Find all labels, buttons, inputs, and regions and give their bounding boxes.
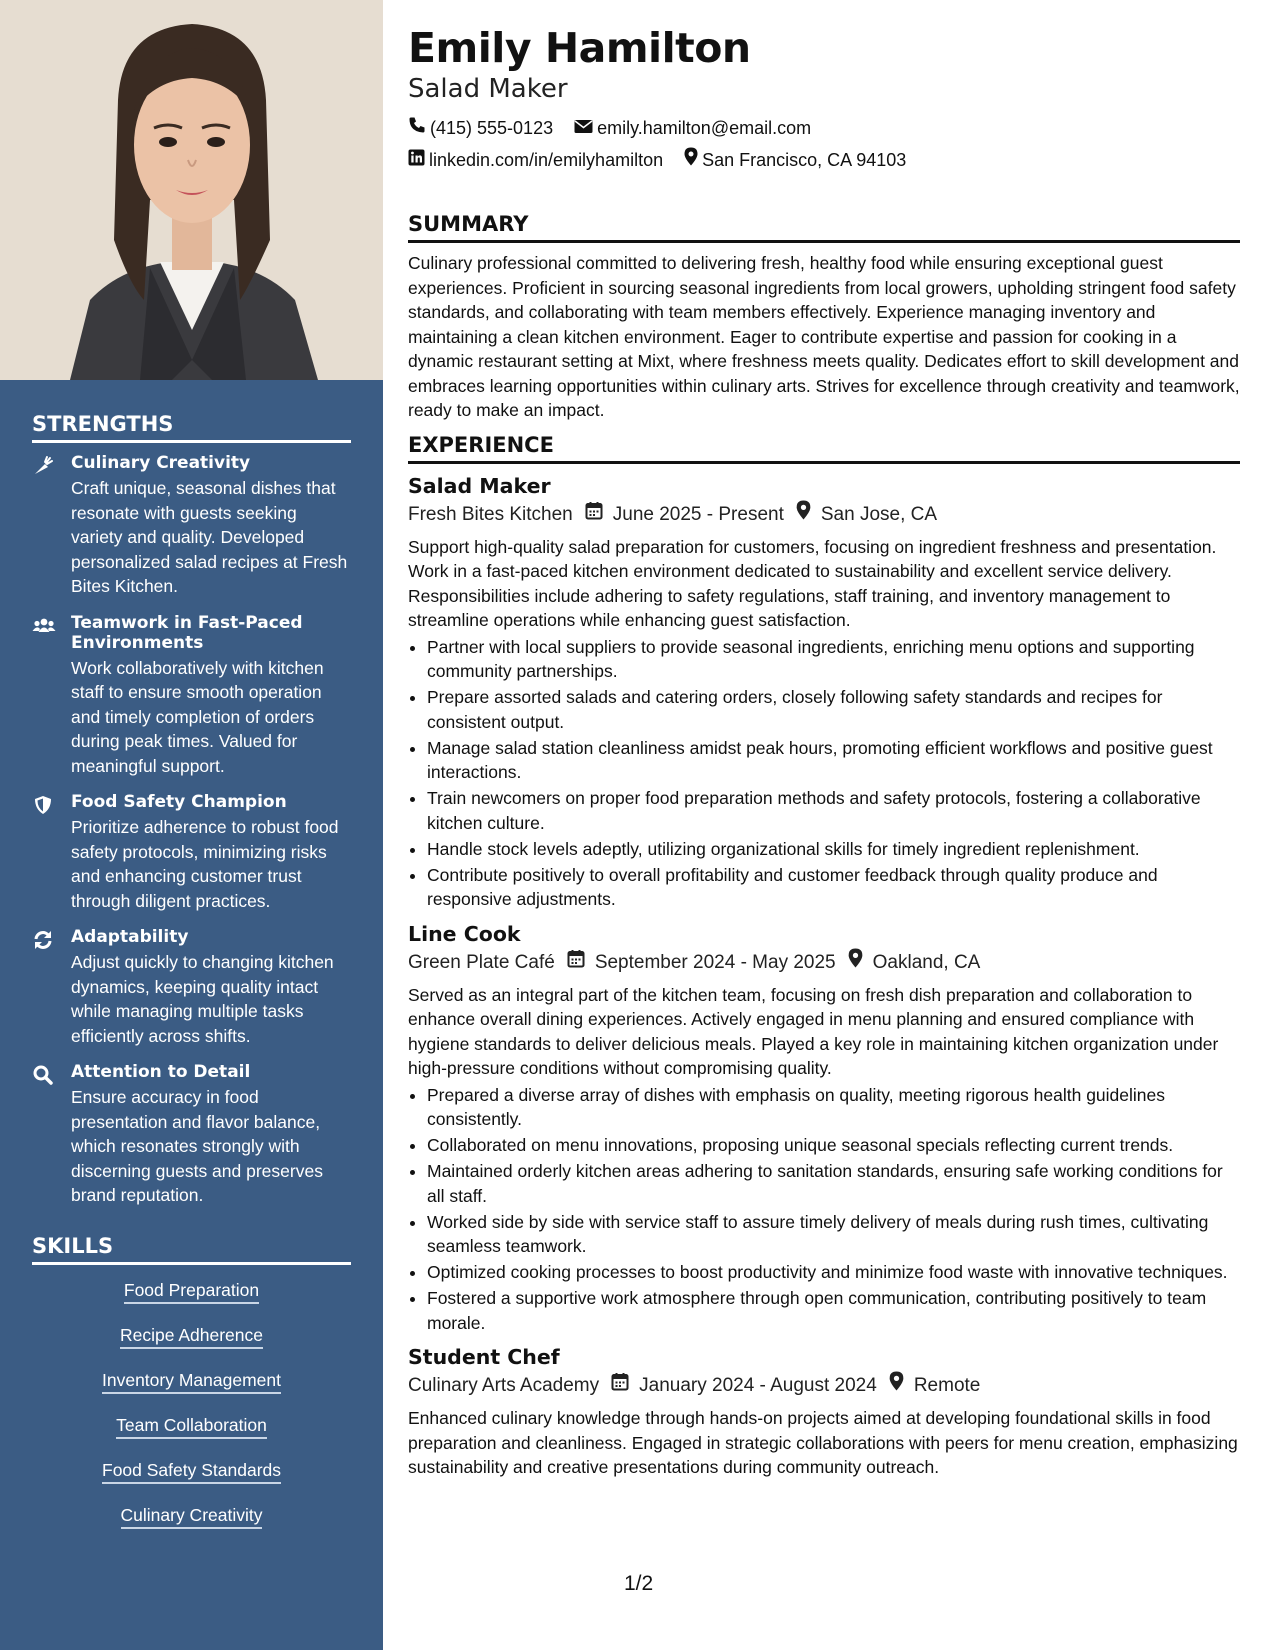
job-title: Student Chef (408, 1345, 560, 1369)
carrot-icon (32, 455, 54, 477)
strength-title: Adaptability (71, 927, 189, 947)
job-location: Remote (913, 1375, 981, 1396)
job-dates-group (585, 500, 784, 530)
job-location-group (889, 1371, 981, 1401)
strengths-heading: STRENGTHS (32, 412, 351, 443)
strength-title: Food Safety Champion (71, 792, 287, 812)
skill-item (32, 1459, 351, 1484)
strength-item (32, 1062, 351, 1208)
job-description: Served as an integral part of the kitchen team, focusing on fresh dish preparation and collaboration to enhance overall dining experiences. Actively engaged in menu planning and ensured compliance with hygiene standards to deliver delicious meals. Played a key role in maintaining kitchen organization under high-pressure conditions without compromising quality. (408, 984, 1219, 1078)
job-dates-group (611, 1371, 877, 1401)
bullet-item: • Prepare assorted salads and catering orders, closely following safety standards and recipes for consistent output. (427, 685, 1240, 734)
skill-label: Recipe Adherence (120, 1324, 263, 1349)
strength-title: Teamwork in Fast-Paced Environments (71, 612, 303, 653)
job-entry (408, 1343, 1240, 1480)
bullet-item: • Manage salad station cleanliness amidst peak hours, promoting efficient workflows and positive guest interactions. (427, 736, 1240, 785)
strength-description: Ensure accuracy in food presentation and flavor balance, which resonates strongly with discerning guests and preserves brand reputation. (71, 1087, 323, 1205)
bullet-item: • Contribute positively to overall profitability and customer feedback through quality produce and responsive adjustments. (427, 863, 1240, 912)
page-number: 1/2 (624, 1572, 654, 1595)
shield-icon (32, 794, 54, 816)
job-entry (408, 472, 1240, 912)
skill-label: Culinary Creativity (121, 1504, 263, 1529)
bullet-item: • Maintained orderly kitchen areas adhering to sanitation standards, ensuring safe working conditions for all staff. (427, 1159, 1240, 1208)
refresh-icon (32, 929, 54, 951)
strength-item (32, 453, 351, 599)
bullet-item: • Handle stock levels adeptly, utilizing organizational skills for timely ingredient replenishment. (427, 837, 1240, 862)
phone-icon (408, 112, 430, 144)
search-icon (32, 1064, 54, 1086)
main-content (408, 22, 1240, 1480)
skill-item (32, 1369, 351, 1394)
strength-title: Attention to Detail (71, 1062, 251, 1082)
job-description: Enhanced culinary knowledge through hands-on projects aimed at developing foundational skills in food preparation and cleanliness. Engaged in strategic collaborations with peers for menu creation, emphasizing sustainability and creative presentations during community outreach. (408, 1408, 1238, 1477)
bullet-item: • Worked side by side with service staff to assure timely delivery of meals during rush times, cultivating seamless teamwork. (427, 1210, 1240, 1259)
skill-label: Food Preparation (124, 1279, 259, 1304)
phone-contact (408, 112, 553, 144)
email-text[interactable]: emily.hamilton@email.com (597, 118, 812, 138)
calendar-icon (611, 1371, 639, 1401)
skill-item (32, 1324, 351, 1349)
strength-title: Culinary Creativity (71, 453, 251, 473)
skill-label: Food Safety Standards (102, 1459, 281, 1484)
bullet-item: • Optimized cooking processes to boost productivity and minimize food waste with innovative techniques. (427, 1260, 1240, 1285)
bullet-item: • Prepared a diverse array of dishes with emphasis on quality, meeting rigorous health guidelines consistently. (427, 1083, 1240, 1132)
summary-heading: SUMMARY (408, 212, 1240, 243)
profile-photo (0, 0, 383, 380)
job-entry (408, 920, 1240, 1336)
experience-heading: EXPERIENCE (408, 433, 1240, 464)
phone-text: (415) 555-0123 (430, 118, 554, 138)
map-pin-icon (684, 144, 702, 176)
location-text: San Francisco, CA 94103 (702, 150, 907, 170)
skills-heading: SKILLS (32, 1234, 351, 1265)
map-pin-icon (848, 948, 873, 978)
job-bullets (408, 635, 1240, 912)
envelope-icon (574, 112, 597, 144)
email-contact[interactable] (574, 112, 811, 144)
strength-item (32, 792, 351, 913)
company-name: Culinary Arts Academy (408, 1375, 600, 1396)
job-location-group (796, 500, 937, 530)
job-title: Line Cook (408, 921, 521, 946)
strength-item (32, 927, 351, 1048)
job-dates-group (567, 948, 836, 978)
bullet-item: • Fostered a supportive work atmosphere through open communication, contributing positively to team morale. (427, 1286, 1240, 1335)
linkedin-icon (408, 144, 429, 176)
job-location-group (848, 948, 981, 978)
map-pin-icon (889, 1371, 914, 1401)
sidebar (0, 0, 383, 1650)
users-icon (32, 615, 54, 637)
map-pin-icon (796, 500, 821, 530)
calendar-icon (585, 500, 613, 530)
contact-row (408, 112, 1240, 144)
job-title: Salad Maker (408, 473, 551, 498)
linkedin-contact[interactable] (408, 144, 663, 176)
skill-label: Inventory Management (102, 1369, 281, 1394)
job-meta (408, 948, 1240, 978)
location-contact (684, 144, 906, 176)
job-location: Oakland, CA (872, 951, 981, 973)
bullet-item: • Partner with local suppliers to provide seasonal ingredients, enriching menu options and supporting community partnerships. (427, 635, 1240, 684)
linkedin-text[interactable]: linkedin.com/in/emilyhamilton (429, 150, 664, 170)
job-dates: June 2025 - Present (612, 503, 784, 525)
job-dates: September 2024 - May 2025 (594, 951, 836, 973)
job-location: San Jose, CA (820, 503, 938, 525)
contact-row (408, 144, 1240, 176)
skill-item (32, 1504, 351, 1529)
strength-item (32, 613, 351, 779)
company-name: Green Plate Café (408, 951, 555, 973)
strength-description: Prioritize adherence to robust food safety protocols, minimizing risks and enhancing customer trust through diligent practices. (71, 817, 339, 911)
job-meta (408, 500, 1240, 530)
strength-description: Adjust quickly to changing kitchen dynamics, keeping quality intact while managing multiple tasks efficiently across shifts. (71, 952, 334, 1046)
skill-item (32, 1414, 351, 1439)
company-name: Fresh Bites Kitchen (408, 503, 573, 525)
strength-description: Work collaboratively with kitchen staff to ensure smooth operation and timely completion of orders during peak times. Valued for meaningful support. (71, 657, 324, 776)
calendar-icon (567, 948, 595, 978)
job-meta (408, 1371, 1240, 1401)
skills-list (32, 1279, 351, 1529)
job-title-headline: Salad Maker (408, 74, 568, 104)
job-bullets (408, 1083, 1240, 1336)
skill-item (32, 1279, 351, 1304)
sidebar-content (32, 412, 351, 1549)
job-description: Support high-quality salad preparation for customers, focusing on ingredient freshness and presentation. Work in a fast-paced kitchen environment dedicated to sustainability and excellent service delivery. Responsibilities include adhering to safety regulations, staff training, and inventory management to streamline operations while enhancing guest satisfaction. (408, 536, 1217, 630)
summary-text: Culinary professional committed to delivering fresh, healthy food while ensuring exceptional guest experiences. Proficient in sourcing seasonal ingredients from local growers, upholding stringent food safety standards, and collaborating with team members effectively. Experience managing inventory and maintaining a clean kitchen environment. Eager to contribute expertise and passion for cooking in a dynamic restaurant setting at Mixt, where freshness meets quality. Dedicates effort to skill development and embraces learning opportunities within culinary arts. Strives for excellence through creativity and teamwork, ready to make an impact. (408, 253, 1240, 420)
person-name: Emily Hamilton (408, 24, 751, 72)
bullet-item: • Collaborated on menu innovations, proposing unique seasonal specials reflecting current trends. (427, 1133, 1240, 1158)
bullet-item: • Train newcomers on proper food preparation methods and safety protocols, fostering a collaborative kitchen culture. (427, 786, 1240, 835)
skill-label: Team Collaboration (116, 1414, 267, 1439)
job-dates: January 2024 - August 2024 (639, 1375, 877, 1396)
strength-description: Craft unique, seasonal dishes that resonate with guests seeking variety and quality. Developed personalized salad recipes at Fresh Bites Kitchen. (71, 478, 348, 596)
